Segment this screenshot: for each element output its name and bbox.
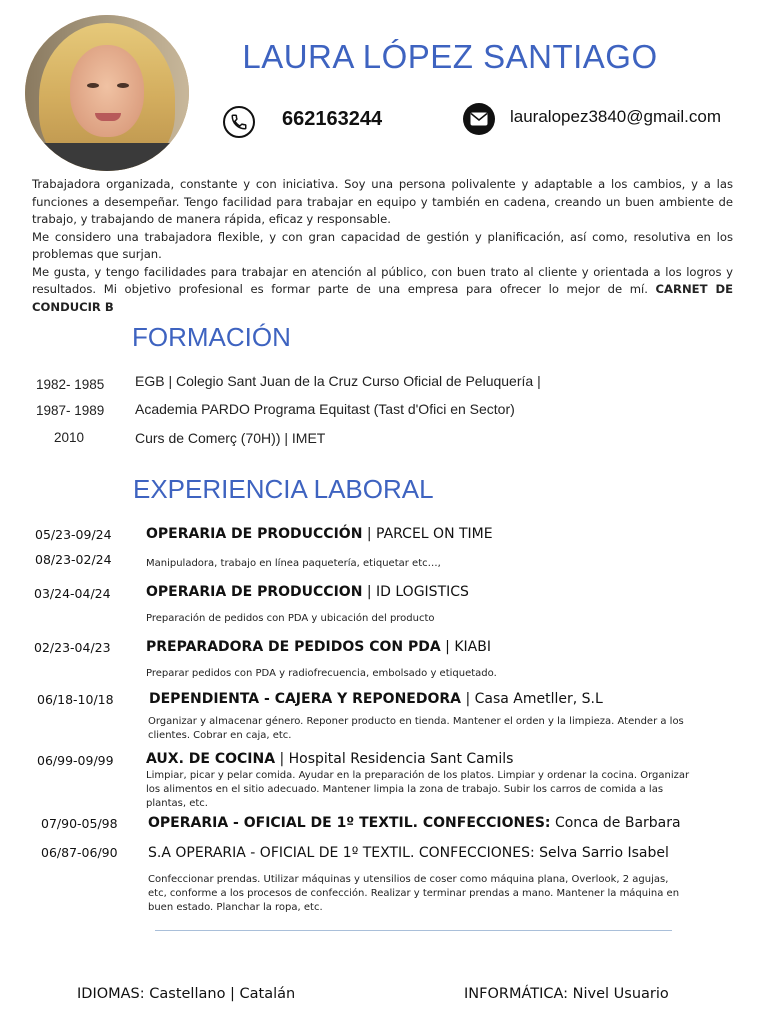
job-company: | ID LOGISTICS [362, 584, 469, 600]
job-date: 03/24-04/24 [34, 586, 111, 601]
job-description: Preparar pedidos con PDA y radiofrecuencia, embolsado y etiquetado. [146, 668, 497, 679]
job-date: 06/18-10/18 [37, 692, 114, 707]
profile-photo [25, 15, 189, 171]
profile-paragraph-text: Me gusta, y tengo facilidades para trabajar en atención al público, con buen trato al cliente y orientada a los logros y resultados. Mi objetivo profesional es formar parte de una empresa para ofrecer lo mejor de mí. [32, 264, 733, 296]
job-title [146, 584, 469, 600]
phone-icon [223, 106, 255, 138]
job-role: OPERARIA DE PRODUCCIÓN [146, 526, 363, 542]
mail-icon [463, 103, 495, 135]
job-date: 06/87-06/90 [41, 845, 118, 860]
profile-paragraph [32, 264, 733, 317]
formacion-year: 1987- 1989 [36, 403, 105, 418]
job-title [148, 815, 681, 831]
job-title [146, 526, 493, 542]
job-description: Confeccionar prendas. Utilizar máquinas y utensilios de coser como máquina plana, Overlook, 2 agujas, etc, conforme a los procesos de confección. Realizar y terminar prendas a mano. Mantener la máquina en buen estado. Planchar la ropa, etc. [148, 874, 680, 913]
job-company: Conca de Barbara [550, 815, 681, 831]
job-title [149, 691, 603, 707]
job-description: Manipuladora, trabajo en línea paquetería, etiquetar etc…, [146, 558, 441, 569]
job-company: | KIABI [440, 639, 491, 655]
job-company: | Casa Ametller, S.L [461, 691, 603, 707]
section-title-formacion: FORMACIÓN [132, 322, 291, 352]
job-role: OPERARIA - OFICIAL DE 1º TEXTIL. CONFECCIONES: [148, 815, 551, 831]
job-date: 05/23-09/24 [35, 527, 112, 542]
job-date: 06/99-09/99 [37, 753, 114, 768]
candidate-name: LAURA LÓPEZ SANTIAGO [242, 38, 658, 75]
email-address: lauralopez3840@gmail.com [510, 107, 721, 126]
job-description: Preparación de pedidos con PDA y ubicación del producto [146, 613, 435, 624]
job-title [146, 639, 491, 655]
job-date: 07/90-05/98 [41, 816, 118, 831]
driving-license: CARNET DE CONDUCIR B [32, 282, 733, 314]
job-description: Limpiar, picar y pelar comida. Ayudar en la preparación de los platos. Limpiar y ordenar la cocina. Organizar los alimentos en el sitio adecuado. Mantener limpia la zona de trabajo. Subir los carros de comida a las plantas, etc. [146, 770, 690, 809]
formacion-year: 2010 [54, 430, 85, 445]
job-role: DEPENDIENTA - CAJERA Y REPONEDORA [149, 691, 461, 707]
phone-number: 662163244 [282, 108, 383, 130]
formacion-year: 1982- 1985 [36, 377, 105, 392]
profile-summary [32, 176, 733, 316]
job-company: | PARCEL ON TIME [362, 526, 493, 542]
profile-paragraph: Me considero una trabajadora flexible, y con gran capacidad de gestión y planificación, así como, resolutiva en los problemas que surjan. [32, 229, 733, 261]
formacion-entry: Curs de Comerç (70H)) | IMET [135, 430, 326, 446]
job-title [146, 751, 513, 767]
job-date: 02/23-04/23 [34, 640, 111, 655]
formacion-entry: EGB | Colegio Sant Juan de la Cruz Curso Oficial de Peluquería | [135, 373, 541, 389]
job-role: OPERARIA DE PRODUCCION [146, 584, 363, 600]
job-description: Organizar y almacenar género. Reponer producto en tienda. Mantener el orden y la limpieza. Atender a los clientes. Cobrar en caja, etc. [148, 716, 684, 741]
job-role: AUX. DE COCINA [146, 751, 276, 767]
section-title-experiencia: EXPERIENCIA LABORAL [133, 474, 434, 504]
job-company: | Hospital Residencia Sant Camils [275, 751, 514, 767]
job-date: 08/23-02/24 [35, 552, 112, 567]
profile-paragraph: Trabajadora organizada, constante y con iniciativa. Soy una persona polivalente y adaptable a los cambios, y a las funciones a desempeñar. Tengo facilidad para trabajar en equipo y también en cadena, creando un buen ambiente de trabajo, y trabajando de manera rápida, eficaz y responsable. [32, 177, 733, 226]
job-role: PREPARADORA DE PEDIDOS CON PDA [146, 639, 441, 655]
divider [155, 930, 672, 931]
formacion-entry: Academia PARDO Programa Equitast (Tast d'Ofici en Sector) [135, 401, 515, 417]
languages: IDIOMAS: Castellano | Catalán [77, 986, 296, 1002]
job-title: S.A OPERARIA - OFICIAL DE 1º TEXTIL. CONFECCIONES: Selva Sarrio Isabel [148, 845, 669, 861]
computer-skills: INFORMÁTICA: Nivel Usuario [464, 986, 669, 1002]
